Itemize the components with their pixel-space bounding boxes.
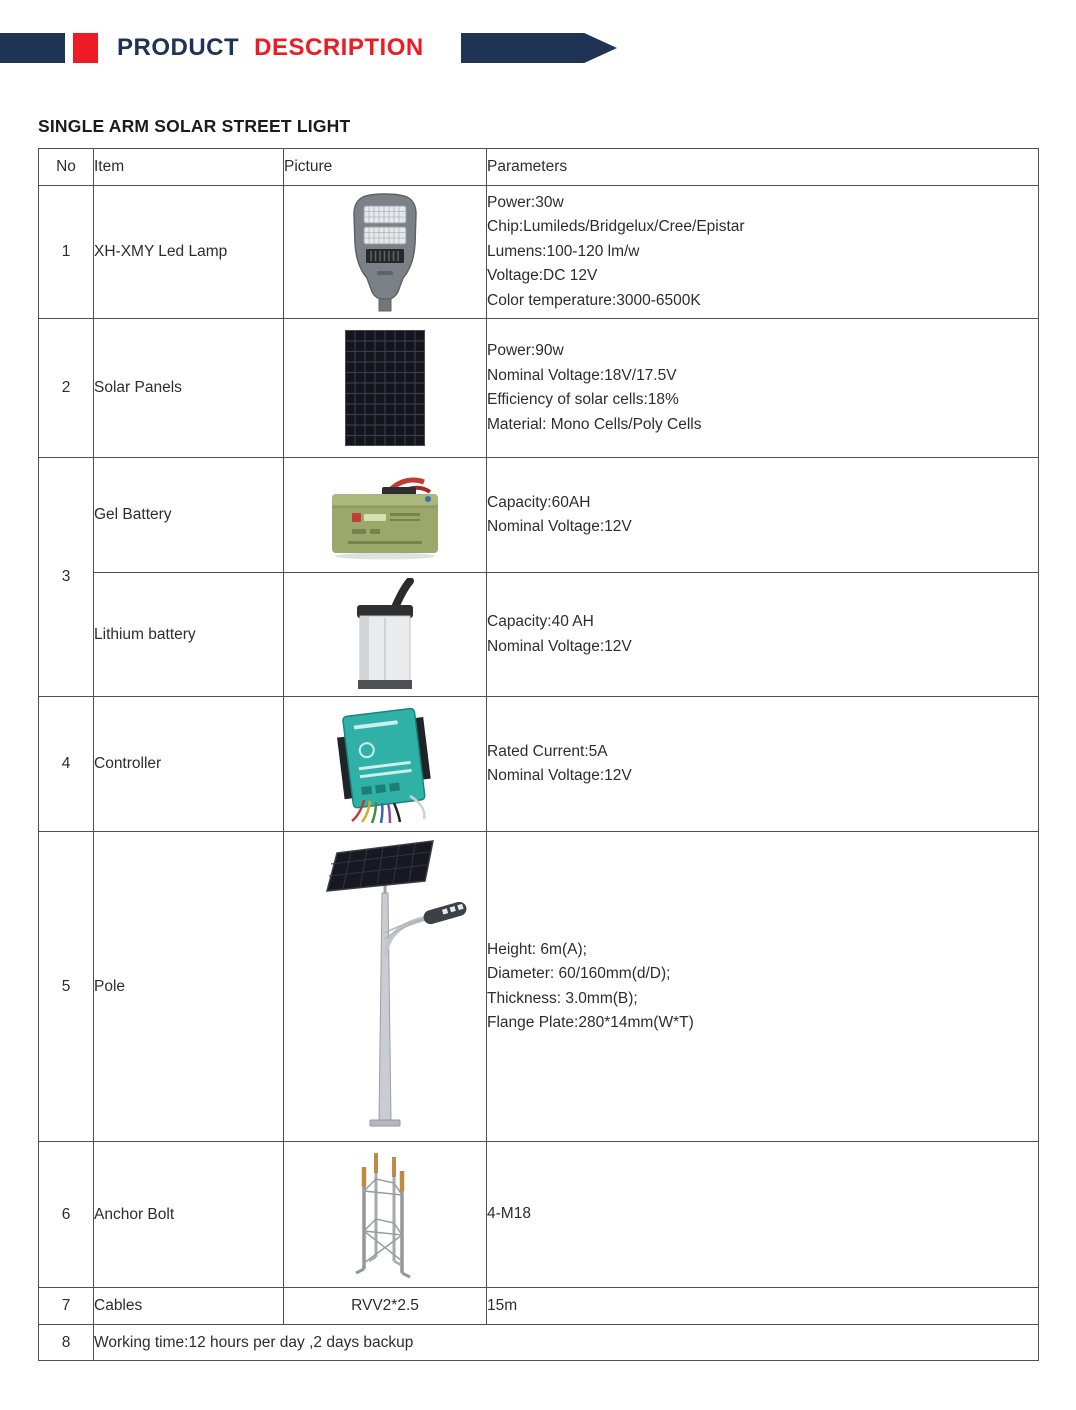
row-parameters: 4-M18 [487,1142,1039,1288]
header-no: No [39,149,94,186]
lithium-battery-image [344,578,426,692]
row-item: Lithium battery [94,573,284,697]
banner-navy-bar [0,33,65,63]
anchor-bolt-image [350,1149,420,1281]
led-lamp-image [337,192,433,312]
row-parameters: Capacity:60AH Nominal Voltage:12V [487,458,1039,573]
banner-title-primary: PRODUCT [117,34,240,61]
row-item: Solar Panels [94,319,284,458]
table-row [39,458,1039,573]
table-row [39,573,1039,697]
row-no: 3 [39,458,94,697]
row-parameters: Height: 6m(A); Diameter: 60/160mm(d/D); Thickness: 3.0mm(B); Flange Plate:280*14mm(W*T) [487,832,1039,1142]
row-item: Pole [94,832,284,1142]
table-row [39,1325,1039,1361]
banner-red-accent [73,33,98,63]
table-row [39,1288,1039,1325]
row-no: 1 [39,186,94,319]
row-picture-text: RVV2*2.5 [284,1288,487,1325]
row-parameters: Power:90w Nominal Voltage:18V/17.5V Efficiency of solar cells:18% Material: Mono Cells/Poly Cells [487,319,1039,458]
row-item: XH-XMY Led Lamp [94,186,284,319]
row-item: Controller [94,697,284,832]
row-item: Cables [94,1288,284,1325]
header-item: Item [94,149,284,186]
table-row [39,319,1039,458]
header-parameters: Parameters [487,149,1039,186]
pole-image [285,837,485,1137]
row-no: 2 [39,319,94,458]
banner-title-secondary: DESCRIPTION [254,34,424,61]
row-no: 5 [39,832,94,1142]
row-no: 6 [39,1142,94,1288]
row-working-time: Working time:12 hours per day ,2 days backup [94,1325,1039,1361]
row-item: Gel Battery [94,458,284,573]
row-parameters: 15m [487,1288,1039,1325]
banner-title [117,33,424,63]
row-item: Anchor Bolt [94,1142,284,1288]
row-parameters: Power:30w Chip:Lumileds/Bridgelux/Cree/Epistar Lumens:100-120 lm/w Voltage:DC 12V Color temperature:3000-6500K [487,186,1039,319]
solar-panel-image [345,330,425,446]
table-row [39,1142,1039,1288]
row-no: 4 [39,697,94,832]
row-parameters: Rated Current:5A Nominal Voltage:12V [487,697,1039,832]
section-title: SINGLE ARM SOLAR STREET LIGHT [38,116,351,136]
row-no: 7 [39,1288,94,1325]
controller-image [336,704,434,824]
table-header-row [39,149,1039,186]
spec-table [38,148,1039,1361]
table-row [39,697,1039,832]
header-picture: Picture [284,149,487,186]
row-parameters: Capacity:40 AH Nominal Voltage:12V [487,573,1039,697]
row-no: 8 [39,1325,94,1361]
banner-arrow-shape [461,33,617,63]
table-row [39,186,1039,319]
gel-battery-image [326,469,444,561]
table-row [39,832,1039,1142]
